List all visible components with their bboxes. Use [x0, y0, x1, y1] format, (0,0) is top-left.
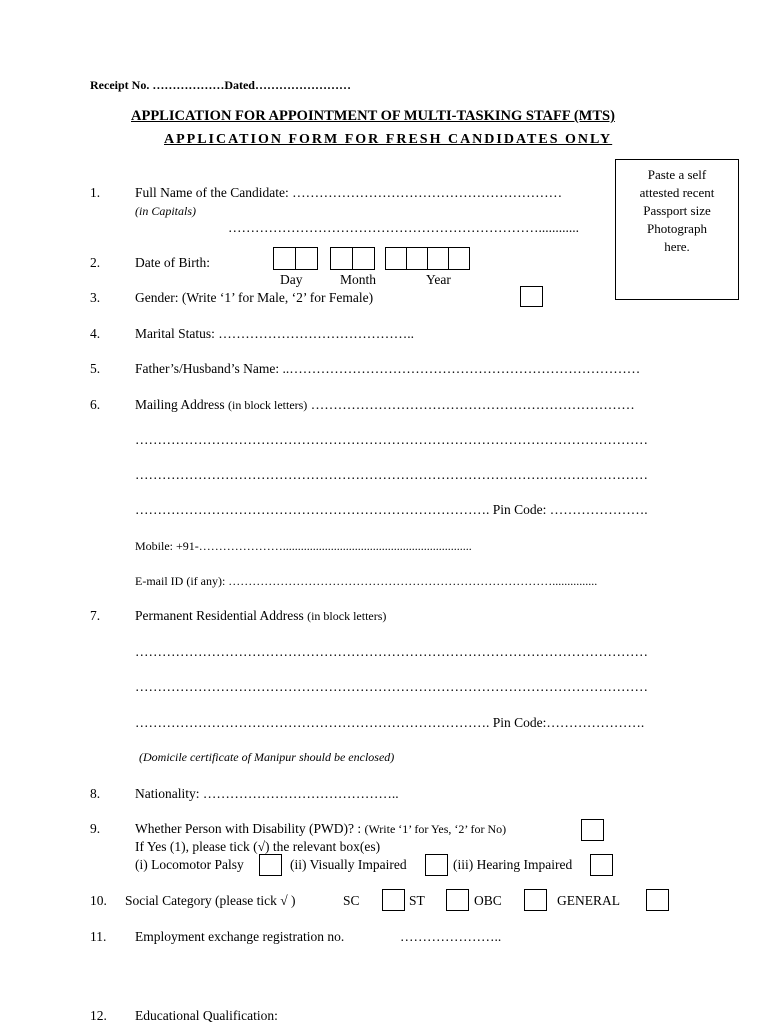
- email-field[interactable]: E-mail ID (if any): ………………………………………………………………………...............: [135, 574, 598, 588]
- social-category-label: Social Category (please tick √ ): [125, 893, 296, 908]
- pwd-question: [135, 821, 506, 837]
- educational-qualification-label: Educational Qualification:: [135, 1008, 278, 1023]
- full-name-line-2[interactable]: ……………………………………………………………............: [228, 220, 579, 235]
- mailing-pin-code-line[interactable]: ……………………………………………………………………. Pin Code: ………………….: [135, 502, 648, 517]
- dob-day-box[interactable]: [273, 247, 296, 270]
- dob-label: Date of Birth:: [135, 255, 210, 270]
- form-title: APPLICATION FOR APPOINTMENT OF MULTI-TASKING STAFF (MTS): [131, 108, 615, 124]
- employment-exchange-label: Employment exchange registration no.: [135, 929, 345, 944]
- visually-impaired-checkbox[interactable]: [425, 854, 448, 876]
- permanent-pin-code-line[interactable]: ……………………………………………………………………. Pin Code:………………….: [135, 715, 645, 730]
- form-subtitle: APPLICATION FORM FOR FRESH CANDIDATES ONLY: [164, 132, 613, 147]
- field-number: 1.: [90, 185, 101, 200]
- field-number: 12.: [90, 1008, 107, 1023]
- dob-year-box[interactable]: [427, 247, 449, 270]
- pwd-answer-box[interactable]: [581, 819, 604, 841]
- permanent-address-hint: (in block letters): [307, 609, 387, 623]
- category-obc-checkbox[interactable]: [524, 889, 547, 911]
- dob-year-box[interactable]: [448, 247, 470, 270]
- domicile-note: (Domicile certificate of Manipur should be enclosed): [139, 750, 395, 764]
- field-number: 10.: [90, 893, 107, 908]
- category-sc-checkbox[interactable]: [382, 889, 405, 911]
- permanent-address-line[interactable]: ……………………………………………………………………………………………………: [135, 644, 648, 659]
- locomotor-palsy-checkbox[interactable]: [259, 854, 282, 876]
- permanent-address-title: Permanent Residential Address: [135, 608, 304, 623]
- pwd-hint: (Write ‘1’ for Yes, ‘2’ for No): [364, 822, 507, 836]
- receipt-line: Receipt No. ………………Dated……………………: [90, 78, 351, 92]
- mailing-address-title: Mailing Address: [135, 397, 225, 412]
- gender-label: Gender: (Write ‘1’ for Male, ‘2’ for Female): [135, 290, 374, 305]
- mobile-field[interactable]: Mobile: +91-…………………...............................................................: [135, 539, 472, 553]
- nationality-field[interactable]: Nationality: ……………………………………..: [135, 786, 399, 801]
- field-number: 11.: [90, 929, 107, 944]
- pwd-option-visual: (ii) Visually Impaired: [290, 857, 407, 872]
- photo-text-line: Passport size: [643, 203, 711, 218]
- field-number: 4.: [90, 326, 101, 341]
- field-number: 5.: [90, 361, 101, 376]
- field-number: 3.: [90, 290, 101, 305]
- category-obc-label: OBC: [474, 893, 502, 908]
- dob-month-box[interactable]: [352, 247, 375, 270]
- full-name-field[interactable]: Full Name of the Candidate: ……………………………………………………: [135, 185, 563, 200]
- field-number: 2.: [90, 255, 101, 270]
- full-name-hint: (in Capitals): [135, 204, 197, 218]
- mailing-address-line[interactable]: ……………………………………………………………………………………………………: [135, 467, 648, 482]
- category-general-label: GENERAL: [557, 893, 620, 908]
- mailing-address-dots[interactable]: ………………………………………………………………: [310, 397, 635, 412]
- dob-year-label: Year: [426, 272, 451, 287]
- pwd-option-locomotor: (i) Locomotor Palsy: [135, 857, 244, 872]
- field-number: 8.: [90, 786, 101, 801]
- field-number: 9.: [90, 821, 101, 836]
- permanent-address-label: [135, 608, 386, 624]
- category-st-label: ST: [409, 893, 425, 908]
- category-st-checkbox[interactable]: [446, 889, 469, 911]
- employment-exchange-field[interactable]: …………………..: [400, 929, 502, 944]
- category-sc-label: SC: [343, 893, 360, 908]
- category-general-checkbox[interactable]: [646, 889, 669, 911]
- pwd-tick-instruction: If Yes (1), please tick (√) the relevant box(es): [135, 839, 381, 854]
- field-number: 7.: [90, 608, 101, 623]
- photo-text-line: here.: [664, 239, 690, 254]
- marital-status-field[interactable]: Marital Status: ……………………………………..: [135, 326, 414, 341]
- dob-day-box[interactable]: [295, 247, 318, 270]
- father-husband-name-field[interactable]: Father’s/Husband’s Name: ..……………………………………………………………………: [135, 361, 641, 376]
- hearing-impaired-checkbox[interactable]: [590, 854, 613, 876]
- photo-text-line: Photograph: [647, 221, 707, 236]
- mailing-address-label: [135, 397, 635, 413]
- dob-month-box[interactable]: [330, 247, 353, 270]
- dob-year-box[interactable]: [385, 247, 407, 270]
- gender-box[interactable]: [520, 286, 543, 307]
- dob-year-box[interactable]: [406, 247, 428, 270]
- mailing-address-hint: (in block letters): [228, 398, 308, 412]
- dob-month-label: Month: [340, 272, 377, 287]
- photo-text-line: Paste a self: [647, 167, 707, 182]
- pwd-option-hearing: (iii) Hearing Impaired: [453, 857, 573, 872]
- field-number: 6.: [90, 397, 101, 412]
- pwd-label: Whether Person with Disability (PWD)? :: [135, 821, 362, 836]
- mailing-address-line[interactable]: ……………………………………………………………………………………………………: [135, 432, 648, 447]
- dob-day-label: Day: [280, 272, 303, 287]
- photo-text-line: attested recent: [639, 185, 715, 200]
- permanent-address-line[interactable]: ……………………………………………………………………………………………………: [135, 679, 648, 694]
- photograph-box[interactable]: [615, 159, 739, 300]
